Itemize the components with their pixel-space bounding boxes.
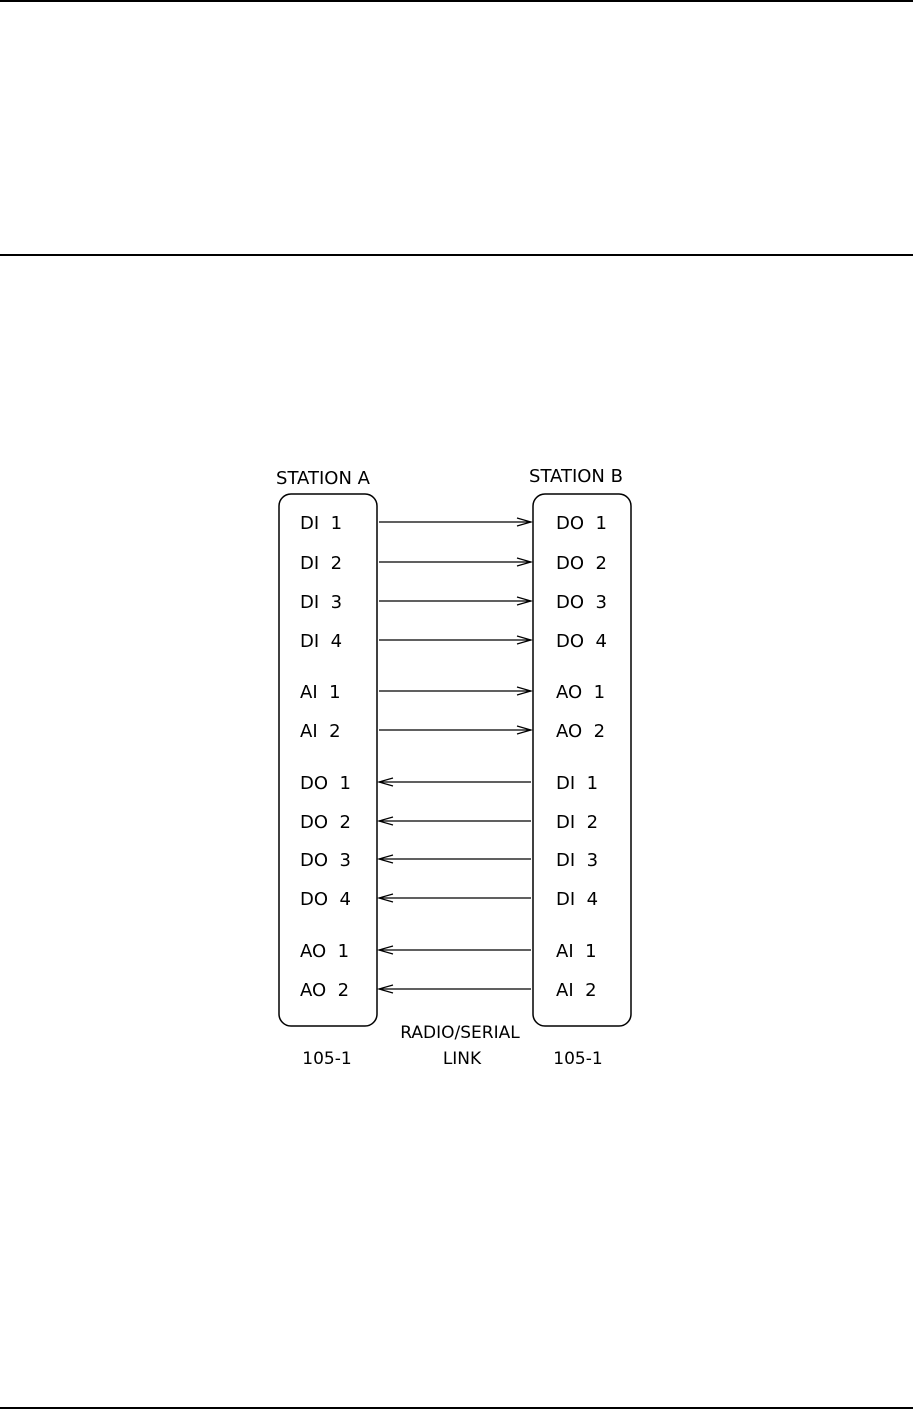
link-arrow [379, 778, 531, 786]
station-a-signal-do-3: DO 3 [300, 850, 351, 871]
link-label-line1: RADIO/SERIAL [400, 1023, 520, 1043]
link-arrow [379, 518, 531, 526]
station-b-signal-di-3: DI 3 [556, 850, 599, 871]
station-b-title: STATION B [529, 466, 623, 487]
station-a-model: 105-1 [302, 1049, 352, 1069]
station-b-signal-di-2: DI 2 [556, 812, 599, 833]
station-b-signal-ao-2: AO 2 [556, 721, 606, 742]
station-a-title: STATION A [276, 468, 370, 489]
station-b-model: 105-1 [553, 1049, 603, 1069]
station-a-signal-ai-2: AI 2 [300, 721, 341, 742]
station-a-signal-do-4: DO 4 [300, 889, 351, 910]
link-arrow [379, 687, 531, 695]
link-arrow [379, 855, 531, 863]
station-a-signal-di-2: DI 2 [300, 553, 343, 574]
link-arrow [379, 636, 531, 644]
station-a-signal-di-3: DI 3 [300, 592, 343, 613]
signal-link-arrows [379, 518, 531, 993]
link-arrow [379, 985, 531, 993]
station-b-signal-list [556, 513, 607, 1001]
station-b-signal-do-4: DO 4 [556, 631, 607, 652]
station-b-signal-ai-2: AI 2 [556, 980, 597, 1001]
station-b-signal-do-3: DO 3 [556, 592, 607, 613]
station-b-signal-ao-1: AO 1 [556, 682, 606, 703]
link-arrow [379, 597, 531, 605]
station-a-signal-list [300, 513, 351, 1001]
link-arrow [379, 726, 531, 734]
station-a-signal-di-4: DI 4 [300, 631, 343, 652]
station-a-signal-do-1: DO 1 [300, 773, 351, 794]
station-b-signal-do-1: DO 1 [556, 513, 607, 534]
station-a-signal-di-1: DI 1 [300, 513, 343, 534]
station-b-signal-do-2: DO 2 [556, 553, 607, 574]
link-arrow [379, 946, 531, 954]
station-a-signal-do-2: DO 2 [300, 812, 351, 833]
station-a-signal-ai-1: AI 1 [300, 682, 341, 703]
station-a-signal-ao-1: AO 1 [300, 941, 350, 962]
station-b-signal-di-1: DI 1 [556, 773, 599, 794]
link-label-line2: LINK [442, 1049, 482, 1069]
link-arrow [379, 817, 531, 825]
link-arrow [379, 894, 531, 902]
station-b-signal-di-4: DI 4 [556, 889, 599, 910]
station-a-signal-ao-2: AO 2 [300, 980, 350, 1001]
station-b-signal-ai-1: AI 1 [556, 941, 597, 962]
link-arrow [379, 558, 531, 566]
